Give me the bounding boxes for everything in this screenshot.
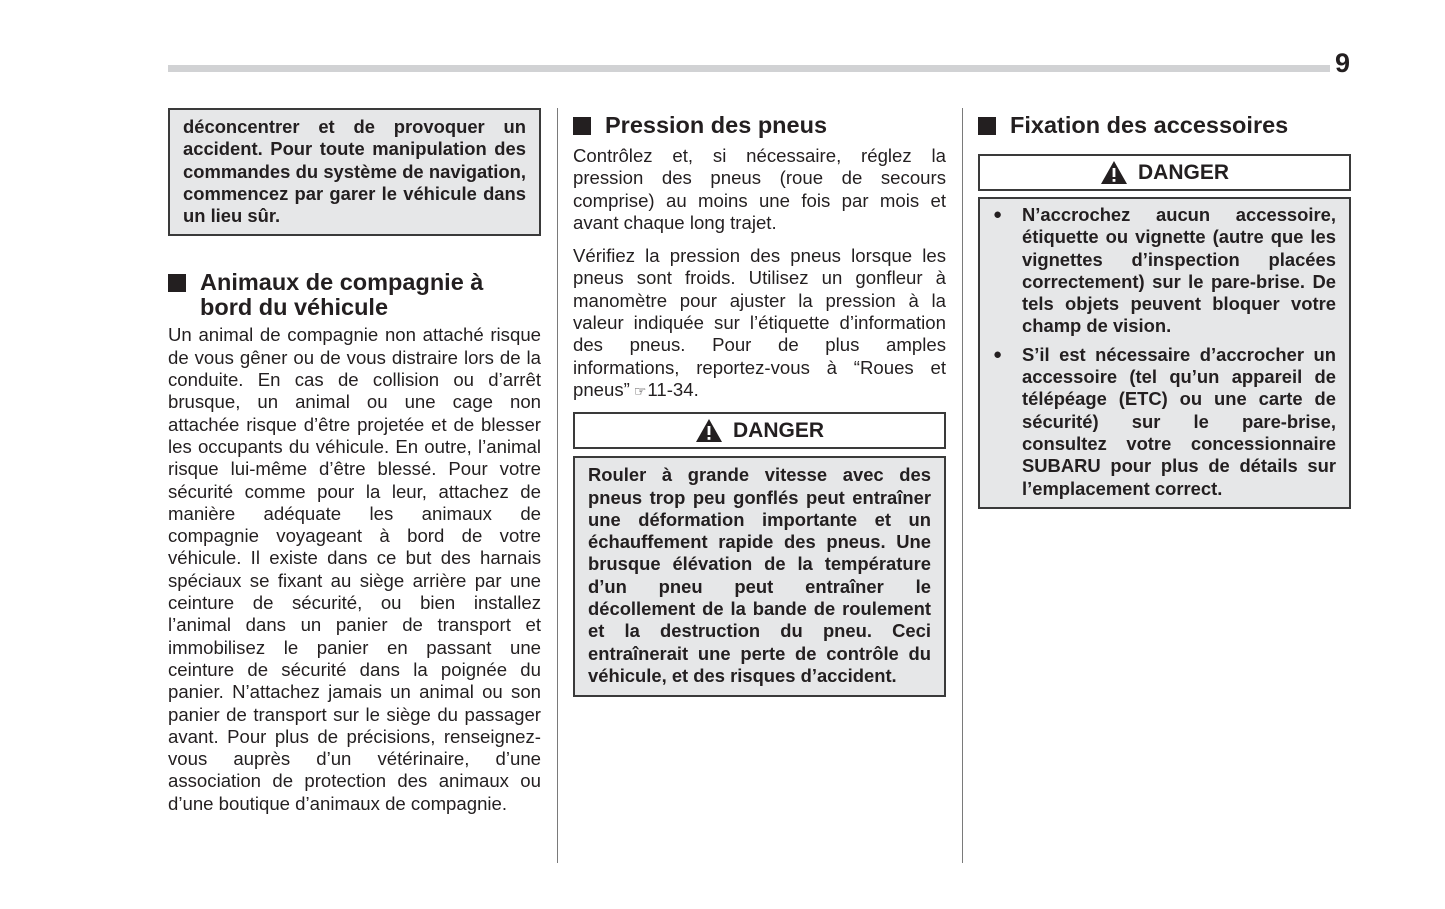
danger-label: DANGER (732, 418, 824, 442)
column-left (168, 108, 541, 815)
list-item (993, 344, 1336, 500)
warning-continuation-box (168, 108, 541, 236)
accessories-title-text: Fixation des accessoires (1010, 112, 1289, 138)
danger-body-text: Rouler à grande vitesse avec des pneus trop peu gonflés peut entraîner une déformation importante et un échauffement rapide des pneus. Une brusque élévation de la température d’un pneu peut entraîner le décollement de la bande de roulement et la destruction du pneu. Ceci entraînerait une perte de contrôle du véhicule, et des risques d’accident. (588, 464, 931, 686)
section-square-icon (168, 274, 186, 292)
column-middle (573, 108, 946, 697)
tire-para-1: Contrôlez et, si nécessaire, réglez la pression des pneus (roue de secours comprise) au moins une fois par mois et avant chaque long trajet. (573, 145, 946, 233)
column-divider-left (557, 108, 558, 863)
tire-para-2-main: Vérifiez la pression des pneus lorsque les pneus sont froids. Utilisez un gonfleur à manomètre pour ajuster la pression à la valeur indiquée sur l’étiquette d’information des pneus. Pour de plus amples informations, reportez-vous à “Roues et pneus” (573, 245, 946, 400)
danger-body-box (978, 197, 1351, 509)
tire-title-text: Pression des pneus (605, 112, 828, 138)
pets-title-text: Animaux de compagnie à bord du véhicule (200, 269, 484, 321)
list-item (993, 204, 1336, 338)
danger-header (978, 154, 1351, 191)
bullet-text: N’accrochez aucun accessoire, étiquette ou vignette (autre que les vignettes d’inspection placées correctement) sur le pare-brise. De tels objets peuvent bloquer votre champ de vision. (1022, 204, 1336, 337)
header-rule (168, 65, 1330, 72)
danger-label: DANGER (1137, 160, 1229, 184)
column-right (978, 108, 1351, 509)
page-reference-icon: ☞ (633, 382, 647, 399)
warning-triangle-icon (1100, 160, 1128, 185)
bullet-icon: ● (993, 345, 1003, 363)
accessories-section-title (978, 113, 1351, 138)
warning-triangle-icon (695, 418, 723, 443)
section-square-icon (978, 117, 996, 135)
column-divider-right (962, 108, 963, 863)
tire-para-2 (573, 245, 946, 402)
danger-bullet-list (993, 204, 1336, 500)
danger-header (573, 412, 946, 449)
page-number: 9 (1335, 48, 1351, 78)
bullet-text: S’il est nécessaire d’accrocher un accessoire (tel qu’un appareil de télépéage (ETC) ou une carte de sécurité) sur le pare-brise, consultez votre concessionnaire SUBARU pour plus de détails sur l’emplacement correct. (1022, 343, 1336, 499)
bullet-icon: ● (993, 206, 1003, 223)
warning-continuation-text: déconcentrer et de provoquer un accident. Pour toute manipulation des commandes du système de navigation, commencez par garer le véhicule dans un lieu sûr. (183, 116, 526, 227)
tire-section-title (573, 113, 946, 138)
danger-body-box (573, 456, 946, 697)
section-square-icon (573, 117, 591, 135)
pets-section-title (168, 270, 541, 320)
pets-body-text: Un animal de compagnie non attaché risque de vous gêner ou de vous distraire lors de la conduite. En cas de collision ou d’arrêt brusque, un animal ou une cage non attachée risque d’être projetée et de blesser les occupants du véhicule. En outre, l’animal risque lui-même d’être blessé. Pour votre sécurité comme pour la leur, attachez de manière adéquate les animaux de compagnie voyageant à bord de votre véhicule. Il existe dans ce but des harnais spéciaux se fixant au siège arrière par une ceinture de sécurité, ou bien installez l’animal dans un panier de transport et immobilisez le panier en passant une ceinture de sécurité dans la poignée du panier. N’attachez jamais un animal ou son panier de transport sur le siège du passager avant. Pour plus de précisions, renseignez-vous auprès d’un vétérinaire, d’une association de protection des animaux ou d’une boutique d’animaux de compagnie. (168, 324, 541, 814)
tire-ref-page[interactable]: 11-34. (647, 378, 699, 400)
